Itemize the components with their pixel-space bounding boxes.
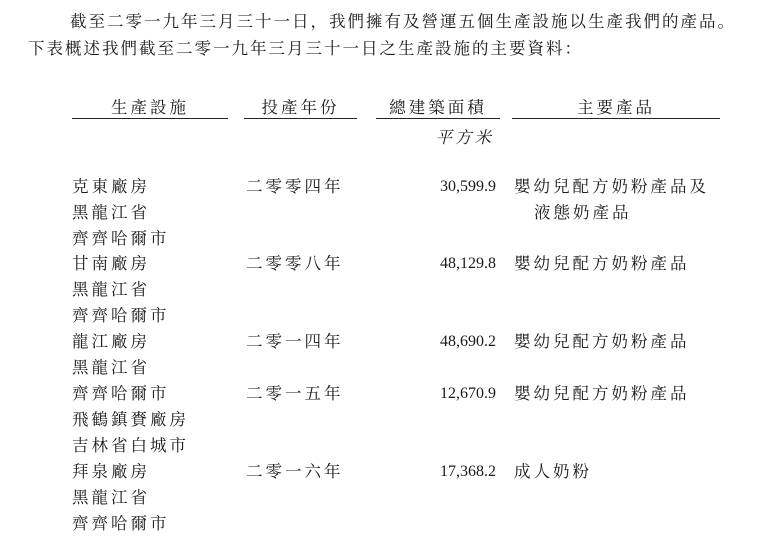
- row-4-facility: [72, 381, 189, 459]
- row-4-product-1: 嬰幼兒配方奶粉產品: [514, 384, 690, 403]
- row-2-year: 二零零八年: [246, 254, 344, 273]
- row-2-facility-city: 齊齊哈爾市: [72, 306, 170, 325]
- row-3-area: 48,690.2: [440, 333, 496, 350]
- row-4-facility-line-1: 齊齊哈爾市: [72, 384, 170, 403]
- row-2-facility-province: 黑龍江省: [72, 280, 150, 299]
- row-3-facility: [72, 329, 150, 381]
- row-4-products: [514, 381, 690, 407]
- header-year: 投產年份: [261, 98, 340, 117]
- row-5-product-1: 成人奶粉: [514, 462, 592, 481]
- row-1-area: 30,599.9: [440, 178, 496, 195]
- row-1-facility-province: 黑龍江省: [72, 203, 150, 222]
- header-products: 主要產品: [577, 98, 655, 117]
- row-2-facility-name: 甘南廠房: [72, 254, 150, 273]
- row-2-facility: [72, 251, 170, 329]
- area-unit-label: 平方米: [435, 128, 494, 147]
- intro-line-2: 下表概述我們截至二零一九年三月三十一日之生產設施的主要資料：: [28, 39, 583, 58]
- row-3-year: 二零一四年: [246, 332, 344, 351]
- row-3-product-1: 嬰幼兒配方奶粉產品: [514, 332, 690, 351]
- row-4-area: 12,670.9: [440, 385, 496, 402]
- row-1-facility: [72, 174, 170, 252]
- row-1-product-2: 液態奶產品: [534, 203, 632, 222]
- row-2-products: [514, 251, 690, 277]
- row-5-facility-city: 齊齊哈爾市: [72, 514, 170, 533]
- header-rule-year: [244, 118, 357, 119]
- row-4-facility-line-3: 吉林省白城市: [72, 436, 189, 455]
- row-4-facility-line-2: 飛鶴鎮賚廠房: [72, 410, 189, 429]
- header-area: 總建築面積: [389, 98, 487, 117]
- row-5-facility-province: 黑龍江省: [72, 488, 150, 507]
- row-5-facility: [72, 459, 170, 537]
- header-rule-products: [512, 118, 720, 119]
- row-5-products: [514, 459, 592, 485]
- row-5-year: 二零一六年: [246, 462, 344, 481]
- row-5-area: 17,368.2: [440, 463, 496, 480]
- intro-line-1: 截至二零一九年三月三十一日，我們擁有及營運五個生產設施以生產我們的產品。: [70, 12, 736, 31]
- row-3-products: [514, 329, 690, 355]
- row-1-year: 二零零四年: [246, 177, 344, 196]
- row-1-facility-city: 齊齊哈爾市: [72, 229, 170, 248]
- row-4-year: 二零一五年: [246, 384, 344, 403]
- row-1-facility-name: 克東廠房: [72, 177, 150, 196]
- row-2-area: 48,129.8: [440, 255, 496, 272]
- row-2-product-1: 嬰幼兒配方奶粉產品: [514, 254, 690, 273]
- intro-paragraph: [28, 8, 768, 62]
- row-3-facility-province: 黑龍江省: [72, 358, 150, 377]
- row-1-product-1: 嬰幼兒配方奶粉產品及: [514, 177, 709, 196]
- header-rule-facility: [72, 118, 228, 119]
- row-1-products: [514, 174, 709, 226]
- row-3-facility-name: 龍江廠房: [72, 332, 150, 351]
- header-rule-area: [376, 118, 500, 119]
- header-facility: 生產設施: [111, 98, 189, 117]
- row-5-facility-name: 拜泉廠房: [72, 462, 150, 481]
